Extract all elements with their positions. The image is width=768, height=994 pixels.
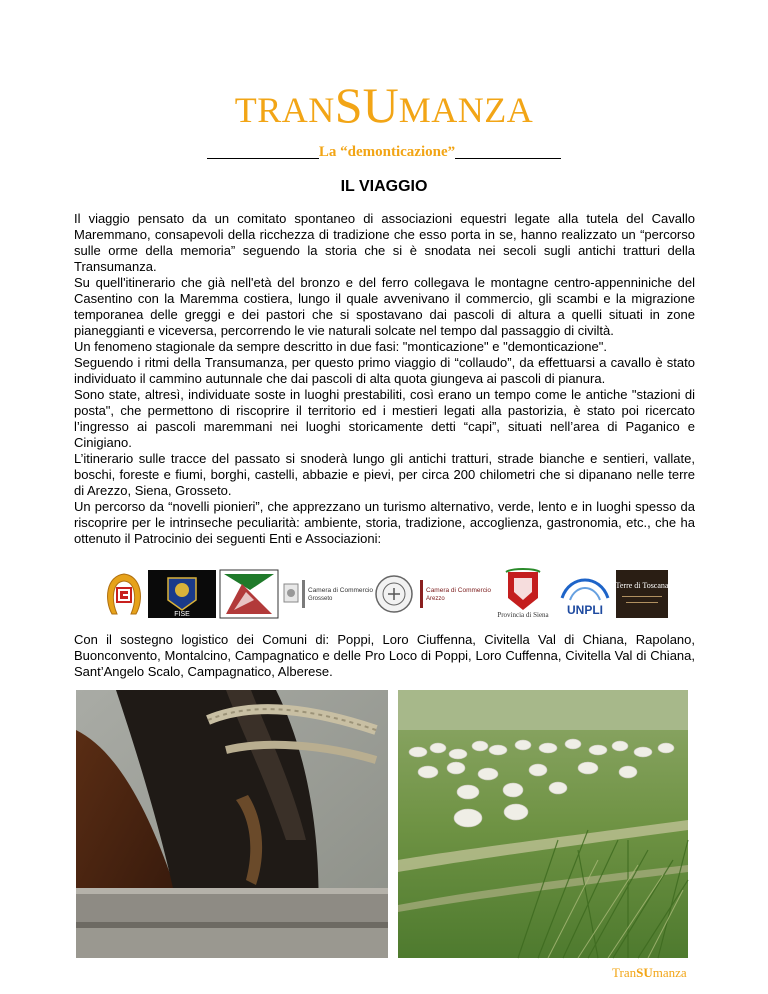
fise-logo <box>148 570 216 618</box>
camera-arezzo-line2: Arezzo <box>426 596 445 602</box>
camera-grosseto-line2: Grosseto <box>308 596 333 602</box>
camera-commercio-grosseto-logo <box>302 570 374 618</box>
camera-arezzo-line1: Camera di Commercio <box>426 587 492 594</box>
camera-grosseto-line1: Camera di Commercio <box>308 587 374 594</box>
paragraph: L’itinerario sulle tracce del passato si snoderà lungo gli antichi tratturi, strade bianche e sentieri, vallate, boschi, foreste e fiumi, borghi, castelli, abbazie e pievi, per circa 200 chilometri che si dipanano nelle terre di Arezzo, Siena, Grosseto. <box>74 451 695 498</box>
title-part-su: SU <box>334 77 399 133</box>
subtitle-text: La “demonticazione” <box>318 144 456 160</box>
provincia-siena-logo <box>492 570 554 618</box>
paragraph: Su quell'itinerario che già nell'età del bronzo e del ferro collegava le montagne centro-appenniniche del Casentino con la Maremma costiera, lungo il quale avvenivano il commercio, gli scambi e la migrazione temporanea delle greggi e dei pastori che si spostavano dai pascoli di altura a quelli situati in zone pianeggianti e viceversa, percorrendo le vie naturali solcate nel tempo dal passaggio di civiltà. <box>74 275 695 338</box>
paragraph: Un percorso da “novelli pionieri”, che apprezzano un turismo alternativo, verde, lento e in luoghi spesso da riscoprire per le intrinseche peculiarità: ambiente, storia, tradizione, accoglienza, gastronomia, etc., che ha ottenuto il Patrocinio dei seguenti Enti e Associazioni: <box>74 499 695 546</box>
horse-head-logo <box>220 570 278 618</box>
subtitle-rule-left <box>207 158 319 159</box>
unpli-logo <box>556 570 614 618</box>
document-subtitle <box>198 144 570 161</box>
support-text: Con il sostegno logistico dei Comuni di: Poppi, Loro Ciuffenna, Civitella Val di Chiana, Rapolano, Buonconvento, Montalcino, Campagnatico e delle Pro Loco di Poppi, Loro Cuffenna, Civitella Val di Chiana, Sant’Angelo Scalo, Campagnatico, Alberese. <box>74 632 695 679</box>
terre-toscana-label: Terre di Toscana <box>615 581 669 590</box>
provincia-siena-label: Provincia di Siena <box>497 611 549 619</box>
footer-brand <box>612 965 687 981</box>
sponsor-logos <box>104 570 669 620</box>
title-part-tran: TRAN <box>234 90 335 130</box>
fise-label: FISE <box>174 611 190 618</box>
horseshoe-logo <box>104 570 144 618</box>
paragraph: Sono state, altresì, individuate soste in luoghi prestabiliti, così erano un tempo come le antiche "stazioni di posta", che permettono di riscoprire il territorio ed i mestieri legati alla pastorizia, è stato poi ricercato l’ingresso ai pascoli maremmani nei luoghi storicamente detti “capi”, situati nell’area di Paganico e Cinigiano. <box>74 387 695 450</box>
seal-logo <box>372 570 416 618</box>
terre-di-toscana-logo <box>616 570 668 618</box>
unpli-label: UNPLI <box>567 603 603 617</box>
document-title <box>0 77 768 133</box>
section-heading: IL VIAGGIO <box>340 178 428 195</box>
paragraph: Un fenomeno stagionale da sempre descritto in due fasi: "monticazione" e "demonticazione". <box>74 339 607 354</box>
saddle-photo <box>76 690 388 958</box>
camera-commercio-arezzo-logo <box>420 570 490 618</box>
subtitle-rule-right <box>455 158 561 159</box>
footer-part-su: SU <box>636 965 653 980</box>
emblem-logo <box>282 570 300 618</box>
paragraph: Il viaggio pensato da un comitato spontaneo di associazioni equestri legate alla tutela del Cavallo Maremmano, consapevoli della ricchezza di tradizione che esso porta in se, hanno realizzato un “percorso sulle orme della memoria” seguendo la storia che si è snodata nei secoli sugli antichi tratturi della Transumanza. <box>74 211 695 274</box>
body-text <box>74 211 695 547</box>
sheep-photo <box>398 690 688 958</box>
title-part-manza: MANZA <box>398 90 534 130</box>
paragraph: Seguendo i ritmi della Transumanza, per questo primo viaggio di “collaudo”, da effettuarsi a cavallo è stato individuato il cammino autunnale che dai pascoli di alta quota giungeva ai pascoli di pianura. <box>74 355 695 386</box>
footer-part-manza: manza <box>652 965 687 980</box>
footer-part-tran: Tran <box>612 965 637 980</box>
